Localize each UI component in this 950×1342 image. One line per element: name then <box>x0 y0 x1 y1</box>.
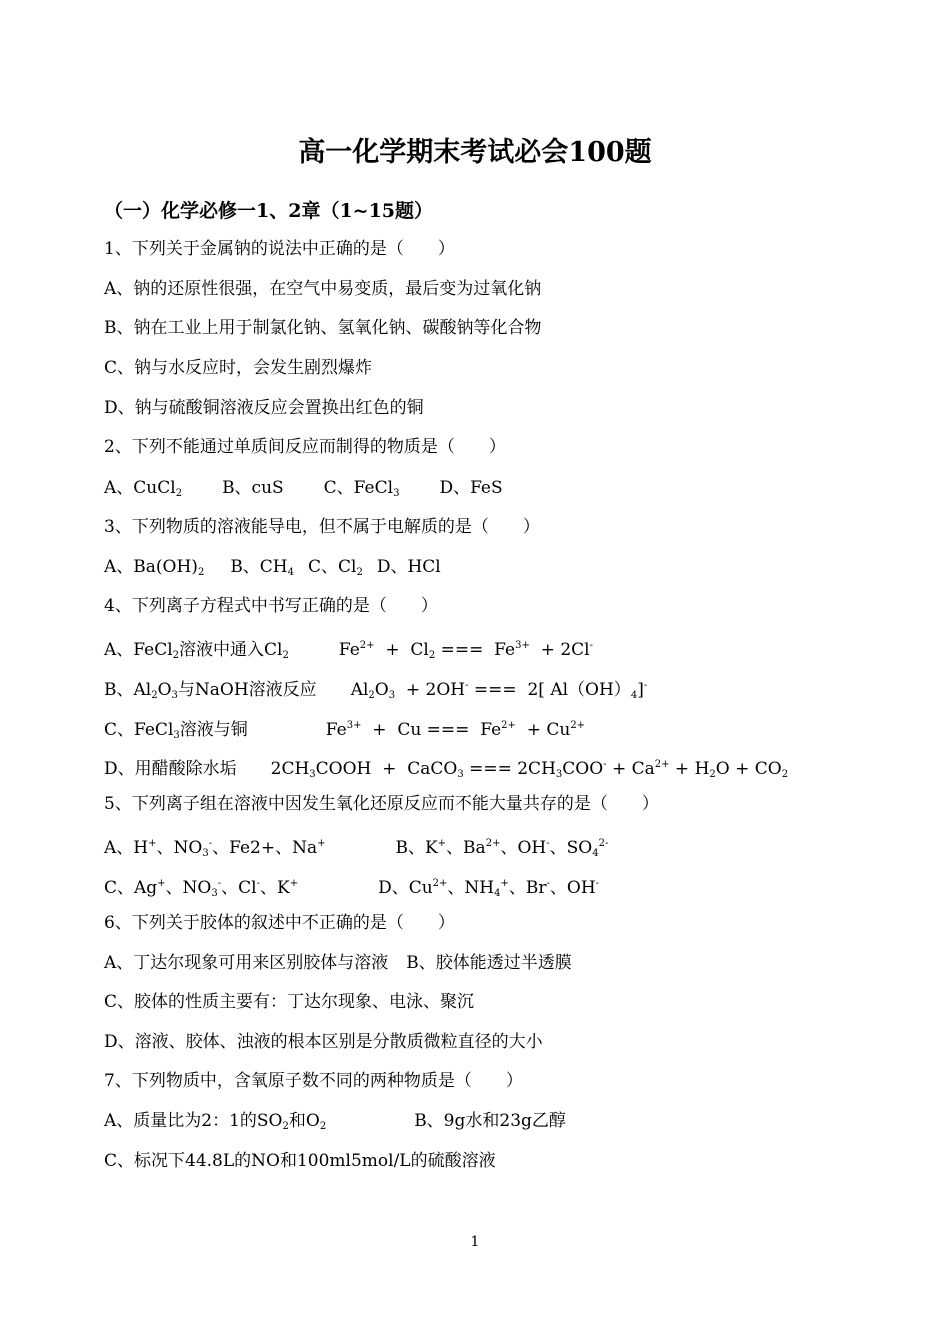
option-6b: B、胶体能透过半透膜 <box>406 953 572 973</box>
option-4b: B、$Al_2O_3$与NaOH溶液反应 $Al_2O_3 + 2OH^-$ === 2[ $Al(OH)_4]^-$ <box>104 680 648 701</box>
question-6: 6、下列关于胶体的叙述中不正确的是（ ） <box>104 913 455 933</box>
option-4c: C、FeCl$_3$溶液与铜 $Fe^{3+} + Cu$ === $Fe^{2+} + Cu^{2+}$ <box>104 720 586 741</box>
question-3: 3、下列物质的溶液能导电，但不属于电解质的是（ ） <box>104 517 540 537</box>
question-4: 4、下列离子方程式中书写正确的是（ ） <box>104 596 438 616</box>
options-6ab <box>104 951 572 975</box>
section-heading: （一）化学必修一1、2章（1~15题） <box>104 200 434 222</box>
option-6c: C、胶体的性质主要有：丁达尔现象、电泳、聚沉 <box>104 992 475 1012</box>
page-number: 1 <box>470 1234 480 1250</box>
question-5: 5、下列离子组在溶液中因发生氧化还原反应而不能大量共存的是（ ） <box>104 794 659 814</box>
option-4a: A、FeCl$_2$溶液中通入$Cl_2$ $Fe^{2+} + Cl_2$ === $Fe^{3+} + 2Cl^-$ <box>104 640 593 661</box>
page-title: 高一化学期末考试必会100题 <box>298 137 652 168</box>
question-7: 7、下列物质中，含氧原子数不同的两种物质是（ ） <box>104 1071 523 1091</box>
option-6a: A、丁达尔现象可用来区别胶体与溶液 <box>104 953 389 973</box>
option-4d: D、用醋酸除水垢 $2CH_3COOH$ + CaCO$_3$ === $2CH_3COO^- + Ca^{2+} + H_2O + CO_2$ <box>104 759 789 780</box>
option-1b: B、钠在工业上用于制氯化钠、氢氧化钠、碳酸钠等化合物 <box>104 318 542 338</box>
question-2: 2、下列不能通过单质间反应而制得的物质是（ ） <box>104 437 506 457</box>
options-3: A、$Ba(OH)_2$ B、$CH_4$ C、$Cl_2$ D、HCl <box>104 557 441 578</box>
option-1a: A、钠的还原性很强，在空气中易变质，最后变为过氧化钠 <box>104 279 542 299</box>
options-7ab: A、质量比为2：1的$SO_2$和$O_2$ B、9g水和23g乙醇 <box>104 1111 566 1132</box>
options-5ab: A、H+、$NO_3^-$、Fe2+、Na+ B、K+、$Ba^{2+}$、OH-、$SO_4^{2-}$ <box>104 838 609 859</box>
options-2: A、CuCl$_2$ B、cuS C、FeCl$_3$ D、FeS <box>104 478 503 499</box>
option-1d: D、钠与硫酸铜溶液反应会置换出红色的铜 <box>104 398 424 418</box>
option-1c: C、钠与水反应时，会发生剧烈爆炸 <box>104 358 373 378</box>
option-7b: B、9g水和23g乙醇 <box>414 1111 566 1131</box>
options-5cd: C、Ag+、$NO_3^-$、Cl-、K+ D、$Cu^{2+}$、$NH_4^+$、Br-、OH- <box>104 878 600 899</box>
option-7c: C、标况下44.8L的NO和100ml5mol/L的硫酸溶液 <box>104 1151 496 1171</box>
question-1: 1、下列关于金属钠的说法中正确的是（ ） <box>104 239 455 259</box>
option-6d: D、溶液、胶体、浊液的根本区别是分散质微粒直径的大小 <box>104 1032 543 1052</box>
